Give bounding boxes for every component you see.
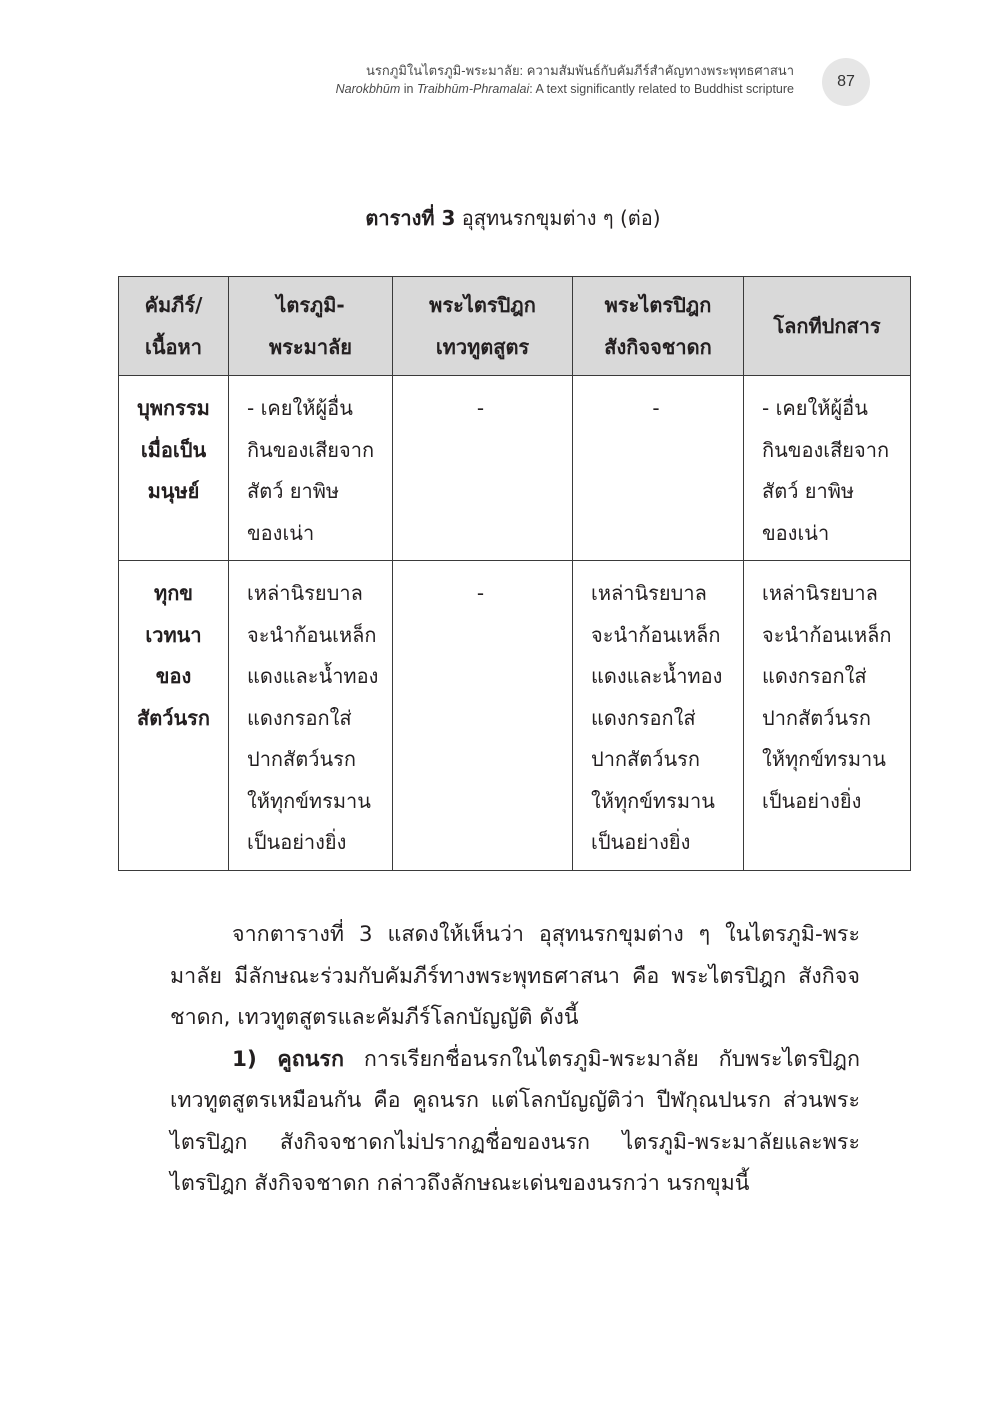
paragraph: จากตารางที่ 3 แสดงให้เห็นว่า อุสุทนรกขุมต่าง ๆ ในไตรภูมิ-พระมาลัย มีลักษณะร่วมกับคัมภีร์ทางพระพุทธศาสนา คือ พระไตรปิฎก สังกิจจชาดก, เทวทูตสูตรและคัมภีร์โลกบัญญัติ ดังนี้ — [170, 922, 860, 1030]
table-header-row — [119, 277, 911, 376]
table-caption-label: ตารางที่ 3 — [365, 206, 456, 230]
header-cell-sankicca: พระไตรปิฎก สังกิจจชาดก — [573, 277, 744, 376]
header-cell-devaduta: พระไตรปิฎก เทวทูตสูตร — [393, 277, 573, 376]
paragraph-text: การเรียกชื่อนรกในไตรภูมิ-พระมาลัย กับพระไตรปิฎก เทวทูตสูตรเหมือนกัน คือ คูถนรก แต่โลกบัญญัติว่า ปีฬกุณปนรก ส่วนพระไตรปิฎก สังกิจจชาดกไม่ปรากฏชื่อของนรก ไตรภูมิ-พระมาลัยและพระไตรปิฎก สังกิจจชาดก กล่าวถึงลักษณะเด่นของนรกว่า นรกขุมนี้ — [170, 1046, 861, 1196]
running-header-term: Narokbhūm — [335, 82, 401, 96]
paragraph — [170, 1039, 860, 1205]
header-cell-lokadipaka: โลกทีปกสาร — [744, 277, 911, 376]
table-cell: - เคยให้ผู้อื่น กินของเสียจาก สัตว์ ยาพิษ ของเน่า — [229, 376, 393, 561]
table-caption-text: อุสุทนรกขุมต่าง ๆ (ต่อ) — [455, 206, 661, 230]
running-header-in: in — [400, 82, 417, 96]
running-header-thai: นรกภูมิในไตรภูมิ-พระมาลัย: ความสัมพันธ์กับคัมภีร์สำคัญทางพระพุทธศาสนา — [366, 63, 794, 78]
table-cell: เหล่านิรยบาล จะนำก้อนเหล็ก แดงและน้ำทอง แดงกรอกใส่ ปากสัตว์นรก ให้ทุกข์ทรมาน เป็นอย่างยิ่ง — [573, 561, 744, 871]
running-header-work: Traibhūm-Phramalai — [416, 82, 530, 96]
table-cell: เหล่านิรยบาล จะนำก้อนเหล็ก แดงกรอกใส่ ปากสัตว์นรก ให้ทุกข์ทรมาน เป็นอย่างยิ่ง — [744, 561, 911, 871]
table-cell: - — [393, 376, 573, 561]
header-cell-scripture: คัมภีร์/ เนื้อหา — [119, 277, 229, 376]
table-row — [119, 561, 911, 871]
row-label: บุพกรรม เมื่อเป็น มนุษย์ — [119, 376, 229, 561]
section-heading: 1) คูถนรก — [232, 1046, 345, 1072]
body-text — [170, 914, 860, 1205]
table-cell: - — [573, 376, 744, 561]
page-number: 87 — [837, 73, 855, 90]
table-cell: - — [393, 561, 573, 871]
running-header-english — [174, 80, 794, 98]
comparison-table — [118, 276, 911, 871]
running-header-rest: : A text significantly related to Buddhist scripture — [529, 82, 794, 96]
table-caption — [0, 202, 1000, 234]
table-row — [119, 376, 911, 561]
table-cell: - เคยให้ผู้อื่น กินของเสียจาก สัตว์ ยาพิษ ของเน่า — [744, 376, 911, 561]
page-number-badge — [822, 58, 870, 106]
header-cell-traibhum: ไตรภูมิ- พระมาลัย — [229, 277, 393, 376]
running-header — [174, 62, 794, 98]
row-label: ทุกข เวทนา ของ สัตว์นรก — [119, 561, 229, 871]
table-cell: เหล่านิรยบาล จะนำก้อนเหล็ก แดงและน้ำทอง แดงกรอกใส่ ปากสัตว์นรก ให้ทุกข์ทรมาน เป็นอย่างยิ่ง — [229, 561, 393, 871]
